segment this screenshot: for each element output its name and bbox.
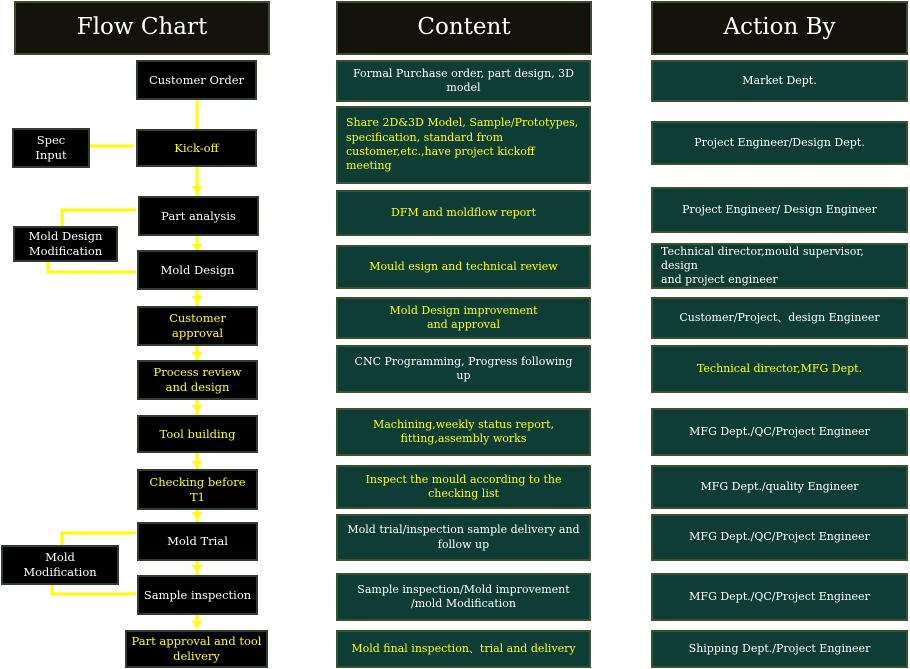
action-cell-1: Market Dept. — [651, 60, 908, 102]
arrow-head-sample — [192, 621, 202, 629]
arrow-head-process — [192, 405, 202, 413]
action-cell-6: Technical director,MFG Dept. — [651, 345, 908, 393]
header-flow-chart — [14, 1, 270, 55]
content-cell-11: Mold final inspection、trial and delivery — [336, 630, 591, 668]
action-cell-9: MFG Dept./QC/Project Engineer — [651, 514, 908, 561]
arrow-head-molddesign — [192, 296, 202, 304]
arrow-head-trial — [192, 565, 202, 573]
content-cell-8: Inspect the mould according to the checking list — [336, 465, 591, 509]
content-cell-4: Mould esign and technical review — [336, 245, 591, 289]
flow-step-customer-order: Customer Order — [136, 60, 257, 100]
arrow-head-approval — [192, 352, 202, 360]
design-mod-loop-top — [62, 210, 136, 226]
action-cell-5: Customer/Project、design Engineer — [651, 297, 908, 339]
flow-step-kick-off: Kick-off — [136, 129, 257, 167]
flow-step-tool-building: Tool building — [137, 415, 258, 453]
content-cell-2: Share 2D&3D Model, Sample/Prototypes, specification, standard from customer,etc.,have project kickoff meeting — [336, 106, 591, 184]
content-cell-7: Machining,weekly status report, fitting,assembly works — [336, 408, 591, 456]
header-content-text: Content — [417, 14, 511, 41]
flow-step-sample-inspection: Sample inspection — [137, 575, 258, 615]
header-action-by-text: Action By — [723, 14, 836, 41]
mold-mod-loop-top — [62, 533, 136, 545]
flow-step-process-review: Process review and design — [137, 360, 258, 400]
side-box-spec-input: Spec Input — [12, 128, 90, 168]
action-cell-3: Project Engineer/ Design Engineer — [651, 187, 908, 233]
flow-step-checking-before-t1: Checking before T1 — [137, 469, 258, 510]
flow-step-part-approval: Part approval and tool delivery — [125, 630, 268, 668]
flow-step-mold-design: Mold Design — [137, 250, 258, 290]
content-cell-5: Mold Design improvement and approval — [336, 297, 591, 339]
flow-step-customer-approval: Customer approval — [137, 306, 258, 346]
content-cell-9: Mold trial/inspection sample delivery and follow up — [336, 514, 591, 561]
flow-step-mold-trial: Mold Trial — [137, 522, 258, 561]
action-cell-11: Shipping Dept./Project Engineer — [651, 630, 908, 668]
flow-step-part-analysis: Part analysis — [138, 196, 259, 236]
arrow-head-checking — [192, 512, 202, 520]
header-flow-chart-text: Flow Chart — [76, 14, 208, 41]
content-cell-6: CNC Programming, Progress following up — [336, 345, 591, 393]
action-cell-7: MFG Dept./QC/Project Engineer — [651, 408, 908, 456]
arrow-head-kickoff — [192, 186, 202, 194]
action-cell-10: MFG Dept./QC/Project Engineer — [651, 573, 908, 621]
arrow-head-toolbuilding — [192, 461, 202, 469]
action-cell-4: Technical director,mould supervisor, design and project engineer — [651, 243, 908, 289]
mold-mod-loop-bottom — [52, 585, 136, 594]
header-content — [336, 1, 592, 55]
side-box-mold-modification: Mold Modification — [1, 545, 119, 585]
content-cell-3: DFM and moldflow report — [336, 190, 591, 236]
content-cell-1: Formal Purchase order, part design, 3D model — [336, 60, 591, 102]
side-box-mold-design-modification: Mold Design Modification — [13, 226, 118, 262]
design-mod-loop-bottom — [48, 262, 136, 272]
action-cell-2: Project Engineer/Design Dept. — [651, 121, 908, 165]
header-action-by — [651, 1, 908, 55]
action-cell-8: MFG Dept./quality Engineer — [651, 465, 908, 509]
content-cell-10: Sample inspection/Mold improvement /mold Modification — [336, 573, 591, 621]
